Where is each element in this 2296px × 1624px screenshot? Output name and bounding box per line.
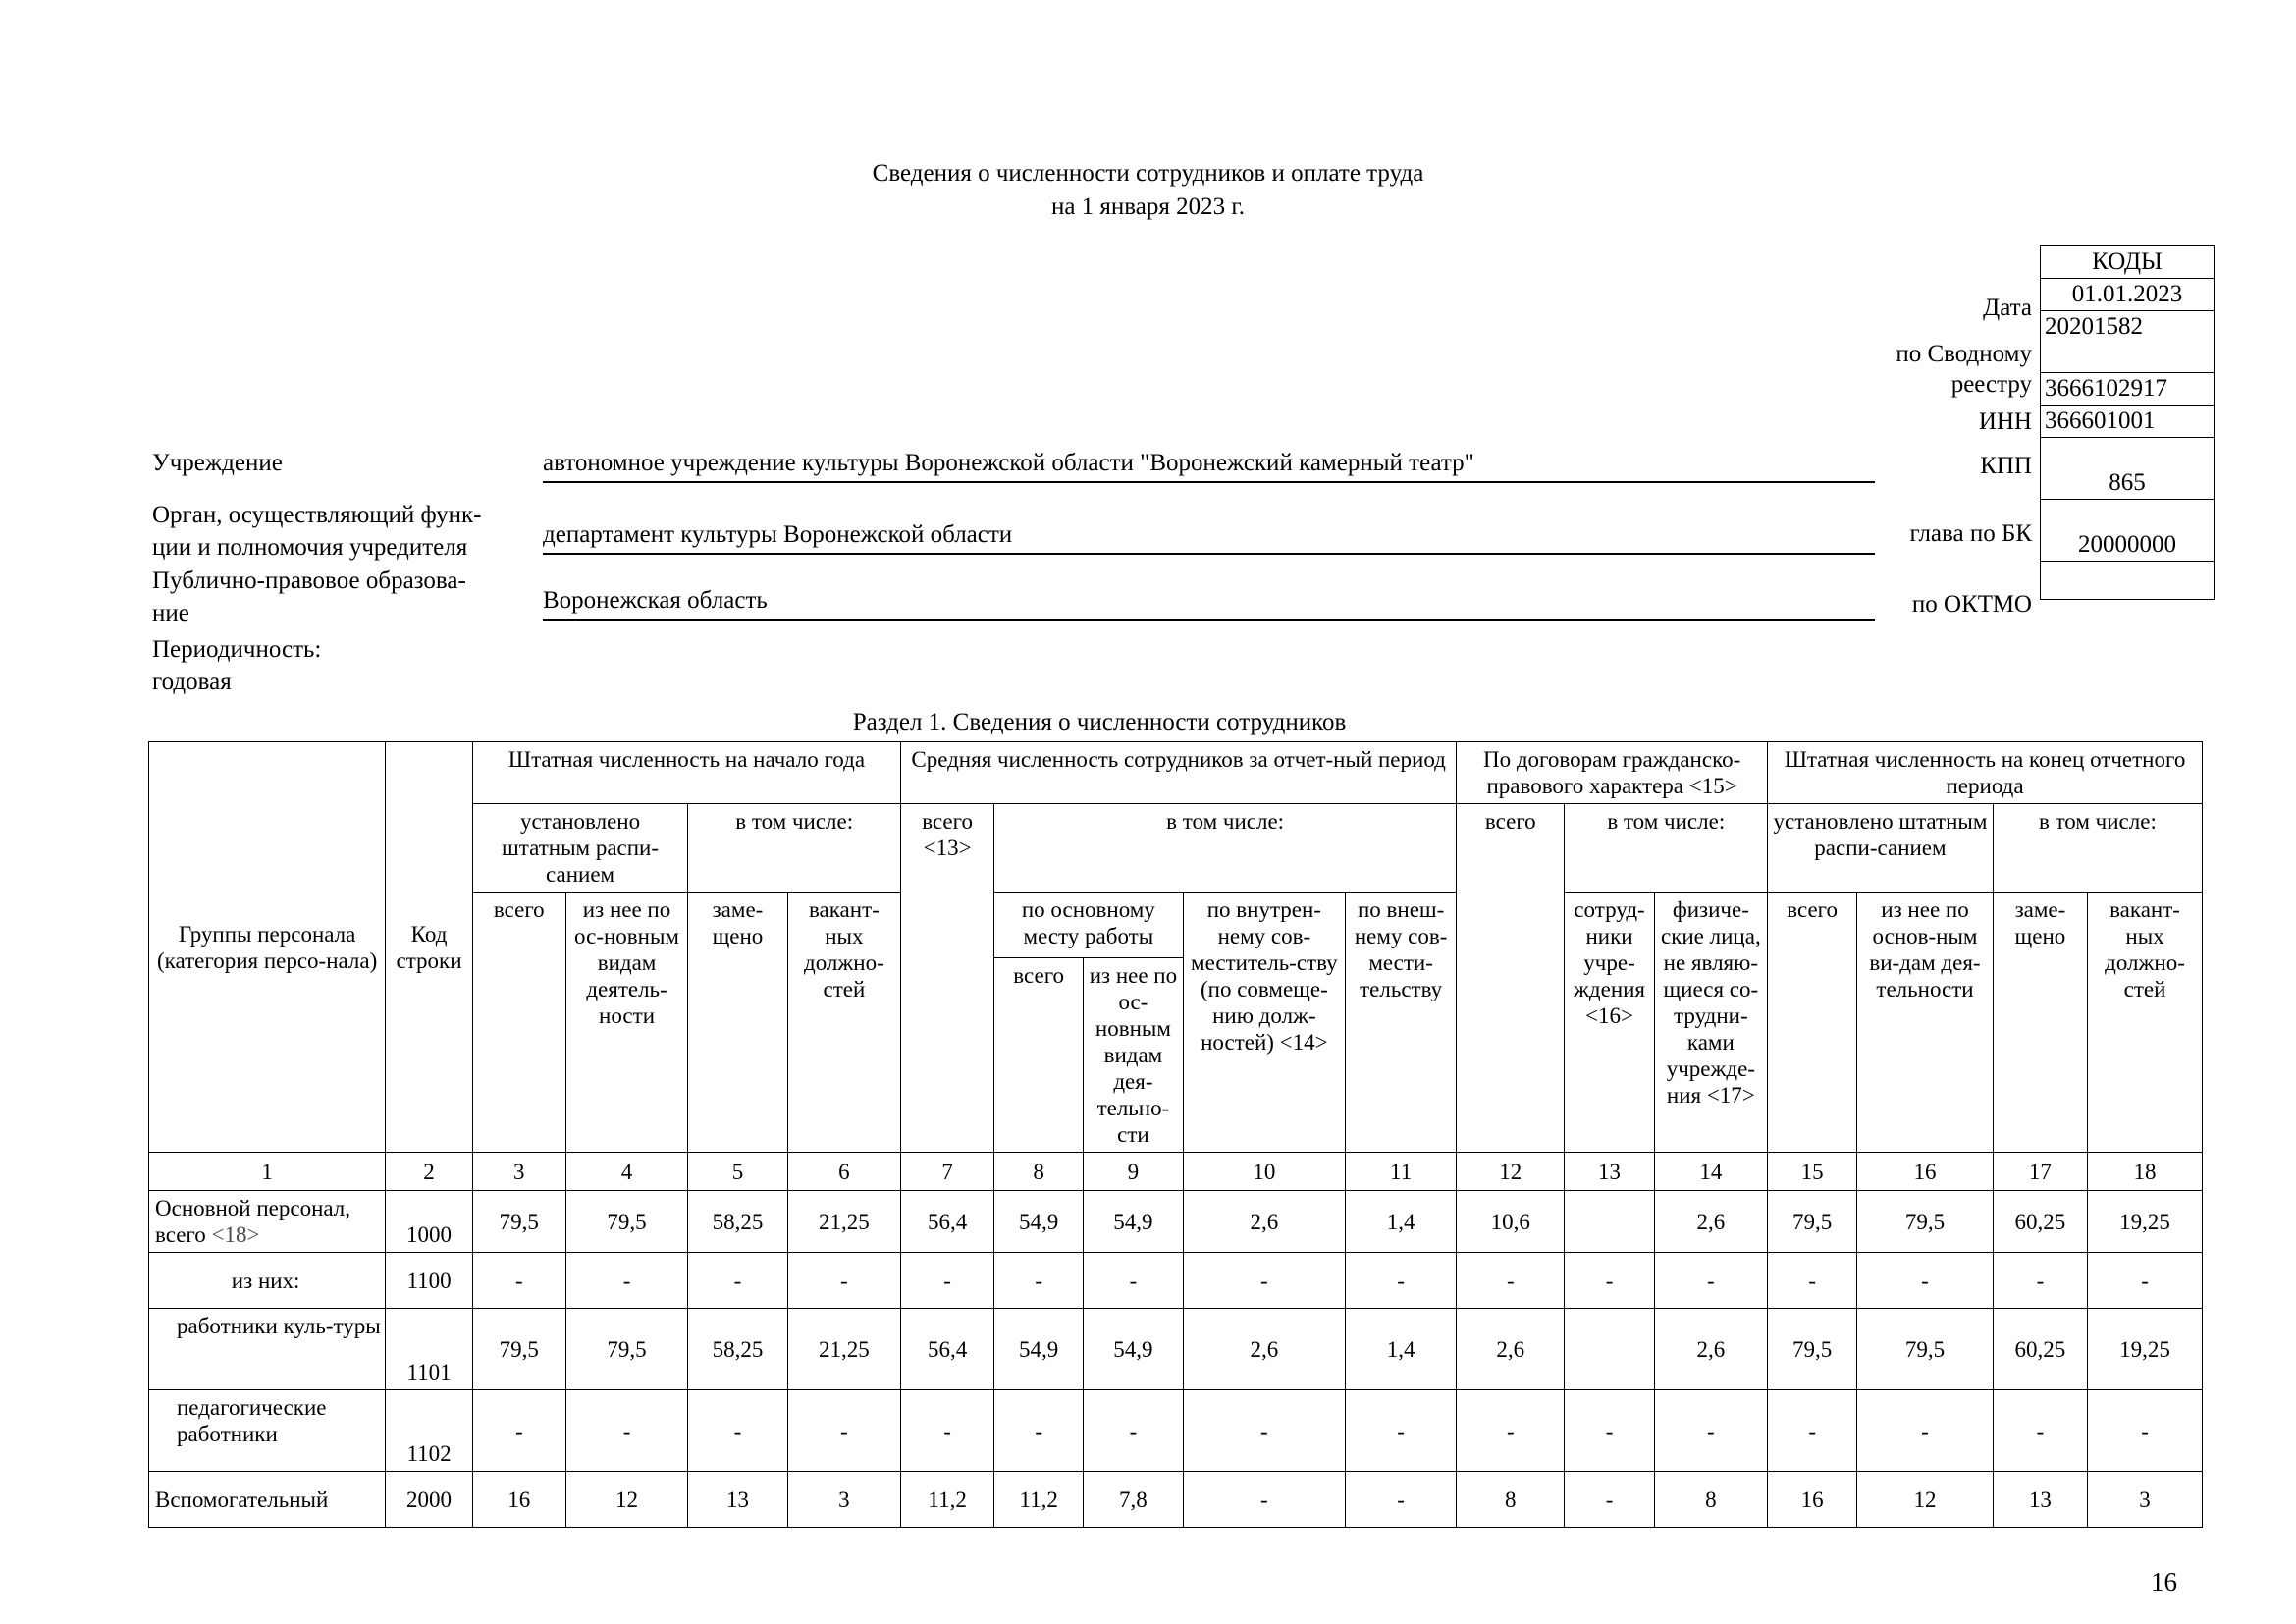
header-row-level-1: [149, 742, 2203, 804]
cell-c6: -: [787, 1253, 901, 1309]
ppo-label-line2: ние: [152, 600, 189, 626]
cell-c11: -: [1346, 1472, 1457, 1528]
cell-c15: -: [1768, 1390, 1857, 1472]
codes-row-oktmo: [2041, 500, 2215, 562]
codes-header-row: [2041, 246, 2215, 279]
public-legal-entity-value: Воронежская область: [543, 584, 1875, 621]
table-row: [149, 1253, 2203, 1309]
row-label: [149, 1191, 386, 1253]
codes-value-kpp: 366601001: [2041, 406, 2215, 438]
th-col5-filled: заме-щено: [688, 893, 787, 1153]
cell-c4: 12: [565, 1472, 687, 1528]
colnum-9: 9: [1084, 1153, 1183, 1191]
cell-c3: 79,5: [472, 1191, 565, 1253]
cell-c6: 21,25: [787, 1309, 901, 1390]
row-code: 1102: [386, 1390, 473, 1472]
row-label: Вспомогательный: [149, 1472, 386, 1528]
cell-c7: 11,2: [901, 1472, 994, 1528]
th-including-avg: в том числе:: [994, 804, 1457, 893]
ppo-label-line1: Публично-правовое образова-: [152, 568, 466, 594]
cell-c14: 2,6: [1654, 1191, 1768, 1253]
cell-c11: -: [1346, 1253, 1457, 1309]
cell-c8: 11,2: [994, 1472, 1084, 1528]
cell-c5: -: [688, 1390, 787, 1472]
codes-row-empty: [2041, 562, 2215, 600]
table-head: [149, 742, 2203, 1191]
cell-c13: -: [1565, 1390, 1654, 1472]
table-row: [149, 1309, 2203, 1390]
th-col14-non-employees: физиче-ские лица, не являю-щиеся со-трудни-ками учрежде-ния <17>: [1654, 893, 1768, 1153]
periodicity-label: Периодичность: годовая: [152, 636, 322, 695]
codes-label-oktmo: по ОКТМО: [1911, 591, 2032, 618]
page-number: 16: [2151, 1567, 2177, 1597]
row-code: 1101: [386, 1309, 473, 1390]
th-col3-total: всего: [472, 893, 565, 1153]
th-col6-vacant: вакант-ных должно-стей: [787, 893, 901, 1153]
institution-value: автономное учреждение культуры Воронежской области "Воронежский камерный театр": [543, 447, 1875, 483]
cell-c12: 8: [1457, 1472, 1565, 1528]
colnum-16: 16: [1857, 1153, 1994, 1191]
colnum-15: 15: [1768, 1153, 1857, 1191]
page-title: [0, 157, 2296, 224]
cell-c18: 3: [2088, 1472, 2203, 1528]
title-line-2: на 1 января 2023 г.: [1050, 193, 1246, 220]
th-col13-institution-employees: сотруд-ники учре-ждения <16>: [1565, 893, 1654, 1153]
table-row: [149, 1191, 2203, 1253]
row-label-ref: <18>: [211, 1222, 260, 1247]
th-col4-core-activities: из нее по ос-новным видам деятель-ности: [565, 893, 687, 1153]
cell-c3: -: [472, 1390, 565, 1472]
th-col8-total: всего: [994, 958, 1084, 1153]
cell-c16: 79,5: [1857, 1191, 1994, 1253]
cell-c3: 79,5: [472, 1309, 565, 1390]
founder-label-line2: ции и полномочия учредителя: [152, 534, 468, 561]
codes-row-glava-po-bk: [2041, 438, 2215, 500]
cell-c17: 60,25: [1993, 1191, 2087, 1253]
cell-c16: 79,5: [1857, 1309, 1994, 1390]
colnum-6: 6: [787, 1153, 901, 1191]
founder-label: [152, 499, 535, 564]
cell-c18: 19,25: [2088, 1191, 2203, 1253]
cell-c8: 54,9: [994, 1191, 1084, 1253]
cell-c17: -: [1993, 1390, 2087, 1472]
cell-c7: -: [901, 1390, 994, 1472]
cell-c7: 56,4: [901, 1309, 994, 1390]
colnum-3: 3: [472, 1153, 565, 1191]
cell-c8: -: [994, 1390, 1084, 1472]
cell-c11: -: [1346, 1390, 1457, 1472]
th-contracts-total: всего: [1457, 804, 1565, 1153]
cell-c9: 54,9: [1084, 1191, 1183, 1253]
th-col9-core-activities: из нее по ос-новным видам дея-тельно-сти: [1084, 958, 1183, 1153]
colnum-11: 11: [1346, 1153, 1457, 1191]
codes-row-kpp: [2041, 406, 2215, 438]
cell-c18: -: [2088, 1253, 2203, 1309]
row-label: работники куль-туры: [149, 1309, 386, 1390]
cell-c17: -: [1993, 1253, 2087, 1309]
headcount-table: [148, 741, 2203, 1528]
th-col18-vacant: вакант-ных должно-стей: [2088, 893, 2203, 1153]
row-code: 1100: [386, 1253, 473, 1309]
th-col8-9-wrapper: [994, 893, 1183, 1153]
th-personnel-groups: Группы персонала (категория персо-нала): [149, 742, 386, 1153]
cell-c9: 7,8: [1084, 1472, 1183, 1528]
cell-c9: -: [1084, 1390, 1183, 1472]
codes-header-cell: КОДЫ: [2041, 246, 2215, 279]
cell-c4: 79,5: [565, 1191, 687, 1253]
cell-c9: -: [1084, 1253, 1183, 1309]
founder-value: департамент культуры Воронежской области: [543, 518, 1875, 555]
th-established-by-staffing-begin: установлено штатным распи-санием: [472, 804, 687, 893]
th-col11-external-parttime: по внеш-нему сов-мести-тельству: [1346, 893, 1457, 1153]
cell-c4: -: [565, 1253, 687, 1309]
cell-c6: 21,25: [787, 1191, 901, 1253]
th-contracts-including: в том числе:: [1565, 804, 1768, 893]
th-total-13: всего <13>: [901, 804, 994, 1153]
codes-value-oktmo: 20000000: [2041, 500, 2215, 562]
codes-value-empty: [2041, 562, 2215, 600]
cell-c3: -: [472, 1253, 565, 1309]
colnum-7: 7: [901, 1153, 994, 1191]
codes-label-kpp: КПП: [1980, 453, 2032, 479]
public-legal-entity-label: [152, 565, 535, 629]
row-label: из них:: [149, 1253, 386, 1309]
cell-c16: 12: [1857, 1472, 1994, 1528]
cell-c13: [1565, 1309, 1654, 1390]
th-civil-law-contracts: По договорам гражданско-правового характера <15>: [1457, 742, 1768, 804]
row-code: 2000: [386, 1472, 473, 1528]
cell-c5: 58,25: [688, 1309, 787, 1390]
cell-c14: 2,6: [1654, 1309, 1768, 1390]
codes-label-svodny-line2: реестру: [1950, 371, 2032, 398]
cell-c17: 13: [1993, 1472, 2087, 1528]
th-including-begin: в том числе:: [688, 804, 901, 893]
colnum-8: 8: [994, 1153, 1084, 1191]
cell-c18: 19,25: [2088, 1309, 2203, 1390]
th-col10-internal-parttime: по внутрен-нему сов-меститель-ству (по совмеще-нию долж-ностей) <14>: [1183, 893, 1346, 1153]
row-label-text: Основной персонал, всего: [155, 1196, 351, 1247]
cell-c10: 2,6: [1183, 1309, 1346, 1390]
cell-c13: [1565, 1191, 1654, 1253]
cell-c13: -: [1565, 1472, 1654, 1528]
codes-value-inn: 3666102917: [2041, 373, 2215, 406]
cell-c13: -: [1565, 1253, 1654, 1309]
row-code: 1000: [386, 1191, 473, 1253]
cell-c5: 58,25: [688, 1191, 787, 1253]
codes-row-date: [2041, 279, 2215, 311]
codes-row-svodny-reestr: [2041, 311, 2215, 373]
colnum-2: 2: [386, 1153, 473, 1191]
title-line-1: Сведения о численности сотрудников и оплате труда: [872, 160, 1424, 187]
table-body: [149, 1191, 2203, 1528]
cell-c8: -: [994, 1253, 1084, 1309]
cell-c18: -: [2088, 1390, 2203, 1472]
table-row: [149, 1390, 2203, 1472]
cell-c8: 54,9: [994, 1309, 1084, 1390]
codes-label-svodny-reestr: [1531, 339, 2032, 400]
colnum-12: 12: [1457, 1153, 1565, 1191]
codes-table: [2040, 245, 2215, 600]
founder-label-line1: Орган, осуществляющий функ-: [152, 502, 482, 528]
codes-label-date: Дата: [1983, 295, 2032, 321]
th-col15-total: всего: [1768, 893, 1857, 1153]
colnum-5: 5: [688, 1153, 787, 1191]
cell-c6: -: [787, 1390, 901, 1472]
column-number-row: [149, 1153, 2203, 1191]
cell-c11: 1,4: [1346, 1191, 1457, 1253]
codes-label-glava-po-bk: глава по БК: [1909, 520, 2032, 547]
cell-c4: -: [565, 1390, 687, 1472]
cell-c10: 2,6: [1183, 1191, 1346, 1253]
table-row: [149, 1472, 2203, 1528]
cell-c15: 79,5: [1768, 1191, 1857, 1253]
cell-c12: 10,6: [1457, 1191, 1565, 1253]
cell-c11: 1,4: [1346, 1309, 1457, 1390]
cell-c17: 60,25: [1993, 1309, 2087, 1390]
th-staff-end-period: Штатная численность на конец отчетного периода: [1768, 742, 2203, 804]
cell-c12: 2,6: [1457, 1309, 1565, 1390]
cell-c10: -: [1183, 1390, 1346, 1472]
codes-value-date: 01.01.2023: [2041, 279, 2215, 311]
codes-label-inn: ИНН: [1978, 408, 2032, 435]
cell-c7: -: [901, 1253, 994, 1309]
colnum-1: 1: [149, 1153, 386, 1191]
codes-value-svodny-reestr: 20201582: [2041, 311, 2215, 373]
cell-c5: 13: [688, 1472, 787, 1528]
th-average-headcount-period: Средняя численность сотрудников за отчет-ный период: [901, 742, 1457, 804]
cell-c15: 79,5: [1768, 1309, 1857, 1390]
cell-c9: 54,9: [1084, 1309, 1183, 1390]
cell-c5: -: [688, 1253, 787, 1309]
cell-c14: -: [1654, 1253, 1768, 1309]
colnum-13: 13: [1565, 1153, 1654, 1191]
th-established-by-staffing-end: установлено штатным распи-санием: [1768, 804, 1994, 893]
row-label: педагогические работники: [149, 1390, 386, 1472]
cell-c12: -: [1457, 1253, 1565, 1309]
cell-c10: -: [1183, 1253, 1346, 1309]
colnum-10: 10: [1183, 1153, 1346, 1191]
cell-c6: 3: [787, 1472, 901, 1528]
th-col8-9-main-workplace: по основному месту работы: [994, 893, 1182, 958]
codes-value-glava-po-bk: 865: [2041, 438, 2215, 500]
cell-c4: 79,5: [565, 1309, 687, 1390]
th-col17-filled: заме-щено: [1993, 893, 2087, 1153]
cell-c10: -: [1183, 1472, 1346, 1528]
colnum-18: 18: [2088, 1153, 2203, 1191]
cell-c15: -: [1768, 1253, 1857, 1309]
codes-row-inn: [2041, 373, 2215, 406]
cell-c12: -: [1457, 1390, 1565, 1472]
th-staff-begin-year: Штатная численность на начало года: [472, 742, 900, 804]
th-col16-core-activities: из нее по основ-ным ви-дам дея-тельности: [1857, 893, 1994, 1153]
cell-c7: 56,4: [901, 1191, 994, 1253]
cell-c14: 8: [1654, 1472, 1768, 1528]
codes-label-svodny-line1: по Сводному: [1896, 341, 2032, 367]
colnum-17: 17: [1993, 1153, 2087, 1191]
cell-c16: -: [1857, 1253, 1994, 1309]
th-row-code: Код строки: [386, 742, 473, 1153]
section-caption: Раздел 1. Сведения о численности сотрудников: [852, 709, 1347, 735]
colnum-4: 4: [565, 1153, 687, 1191]
cell-c15: 16: [1768, 1472, 1857, 1528]
th-including-end: в том числе:: [1993, 804, 2202, 893]
institution-label: Учреждение: [152, 450, 283, 476]
cell-c3: 16: [472, 1472, 565, 1528]
colnum-14: 14: [1654, 1153, 1768, 1191]
cell-c16: -: [1857, 1390, 1994, 1472]
cell-c14: -: [1654, 1390, 1768, 1472]
